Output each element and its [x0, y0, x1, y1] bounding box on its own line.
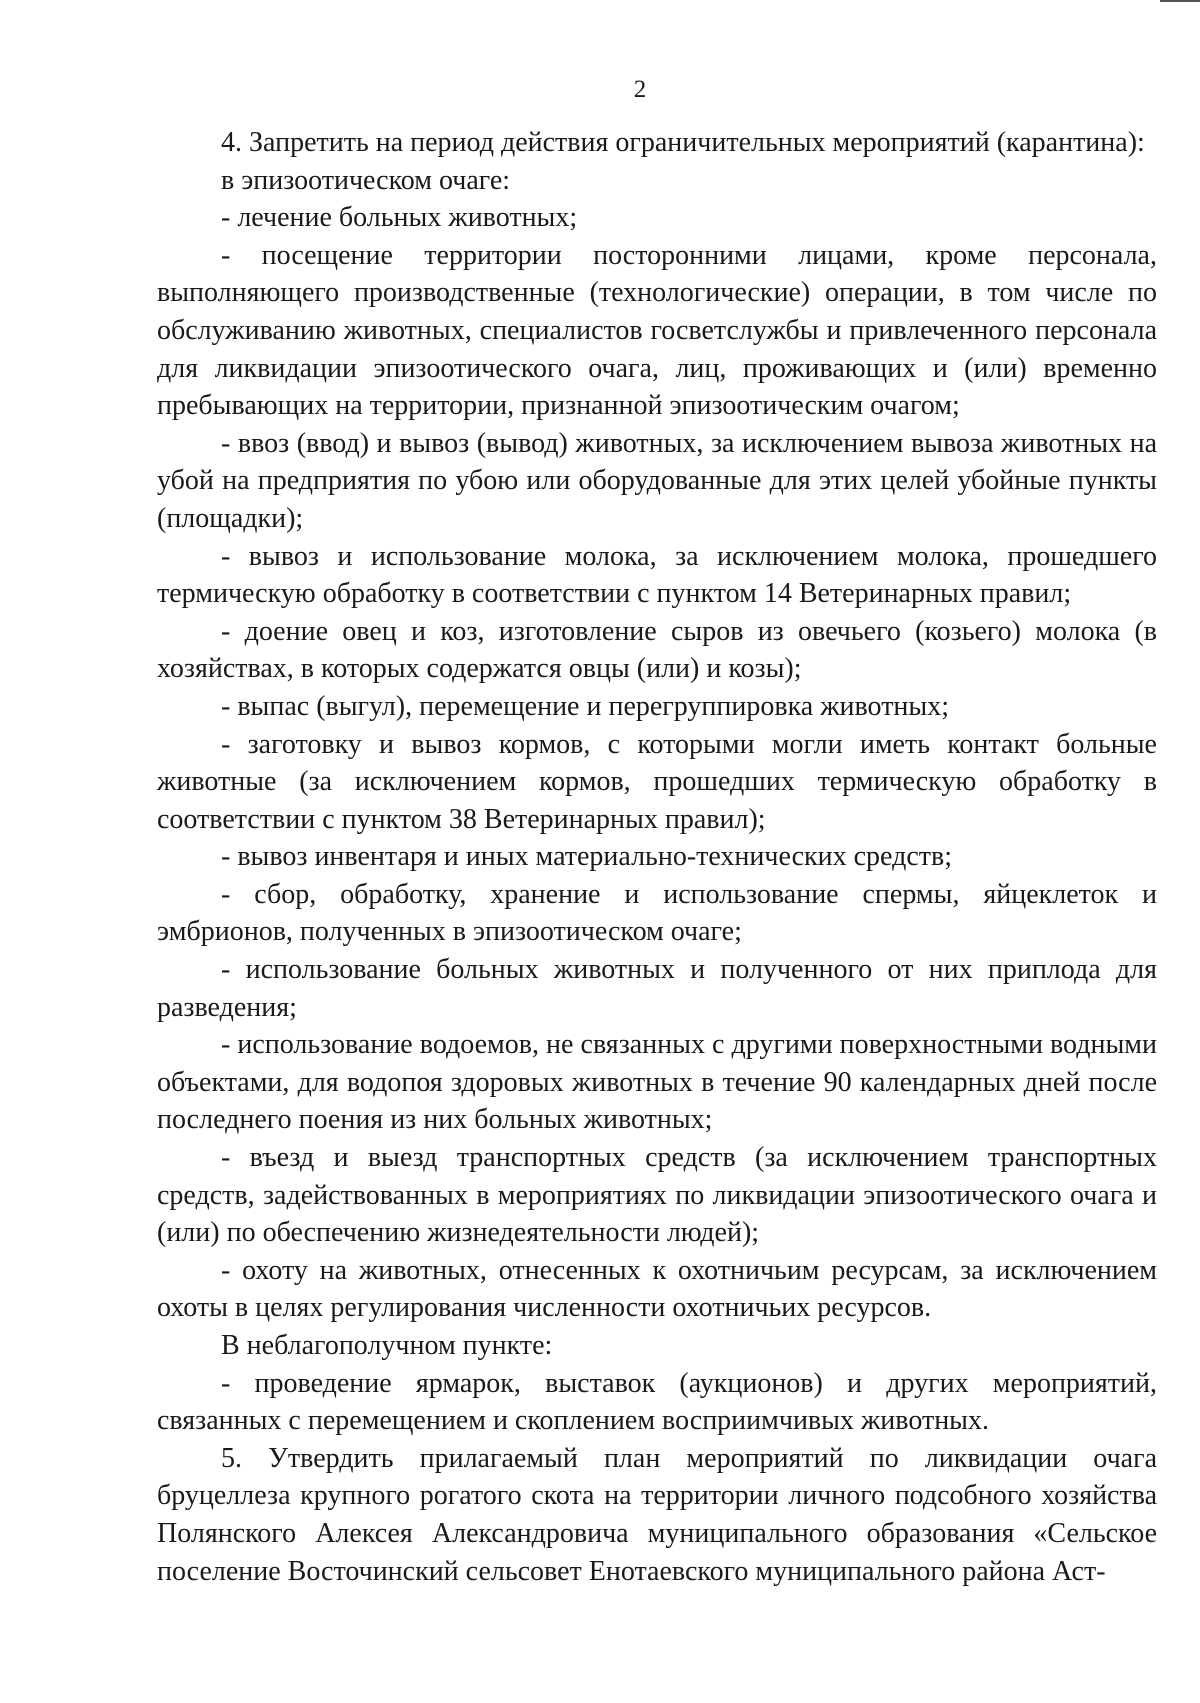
page-number: 2 [633, 76, 647, 103]
paragraph-prohibition: - вывоз инвентаря и иных материально-технических средств; [221, 841, 953, 873]
paragraph-prohibition: - проведение ярмарок, выставок (аукционов) и других мероприятий, связанных с перемещением и скоплением восприимчивых животных. [157, 1367, 1157, 1437]
paragraph-episootic-focus-heading: в эпизоотическом очаге: [221, 164, 511, 196]
paragraph-item-4: 4. Запретить на период действия ограничительных мероприятий (карантина): [221, 127, 1145, 158]
paragraph-prohibition: - вывоз и использование молока, за исключением молока, прошедшего термическую обработку в соответствии с пунктом 14 Ветеринарных правил; [157, 540, 1157, 610]
paragraph-prohibition: - использование водоемов, не связанных с другими поверхностными водными объектами, для водопоя здоровых животных в течение 90 календарных дней после последнего поения из них больных животных; [157, 1029, 1157, 1136]
paragraph-prohibition: - выпас (выгул), перемещение и перегруппировка животных; [221, 690, 949, 722]
paragraph-prohibition: - посещение территории посторонними лицами, кроме персонала, выполняющего производственные (технологические) операции, в том числе по обслуживанию животных, специалистов госветслужбы и привлеченного персонала для ликвидации эпизоотического очага, лиц, проживающих и (или) временно пребывающих на территории, признанной эпизоотическим очагом; [157, 239, 1157, 422]
paragraph-prohibition: - лечение больных животных; [221, 202, 578, 234]
document-body [157, 124, 1157, 1590]
paragraph-prohibition: - доение овец и коз, изготовление сыров из овечьего (козьего) молока (в хозяйствах, в которых содержатся овцы (или) и козы); [157, 615, 1157, 685]
paragraph-prohibition: - сбор, обработку, хранение и использование спермы, яйцеклеток и эмбрионов, полученных в эпизоотическом очаге; [157, 878, 1157, 948]
paragraph-unfavorable-point-heading: В неблагополучном пункте: [221, 1330, 553, 1361]
paragraph-prohibition: - ввоз (ввод) и вывоз (вывод) животных, за исключением вывоза животных на убой на предприятия по убою или оборудованные для этих целей убойные пункты (площадки); [157, 427, 1157, 534]
paragraph-prohibition: - использование больных животных и полученного от них приплода для разведения; [157, 954, 1157, 1023]
scan-corner-mark [1160, 0, 1200, 6]
paragraph-prohibition: - въезд и выезд транспортных средств (за исключением транспортных средств, задействованных в мероприятиях по ликвидации эпизоотического очага и (или) по обеспечению жизнедеятельности людей); [157, 1142, 1157, 1249]
paragraph-item-5: 5. Утвердить прилагаемый план мероприятий по ликвидации очага бруцеллеза крупного рогатого скота на территории личного подсобного хозяйства Полянского Алексея Александровича муниципального образования «Сельское поселение Восточинский сельсовет Енотаевского муниципального района Аст- [157, 1442, 1157, 1587]
paragraph-prohibition: - охоту на животных, отнесенных к охотничьим ресурсам, за исключением охоты в целях регулирования численности охотничьих ресурсов. [157, 1254, 1157, 1324]
paragraph-prohibition: - заготовку и вывоз кормов, с которыми могли иметь контакт больные животные (за исключением кормов, прошедших термическую обработку в соответствии с пунктом 38 Ветеринарных правил); [157, 728, 1157, 835]
